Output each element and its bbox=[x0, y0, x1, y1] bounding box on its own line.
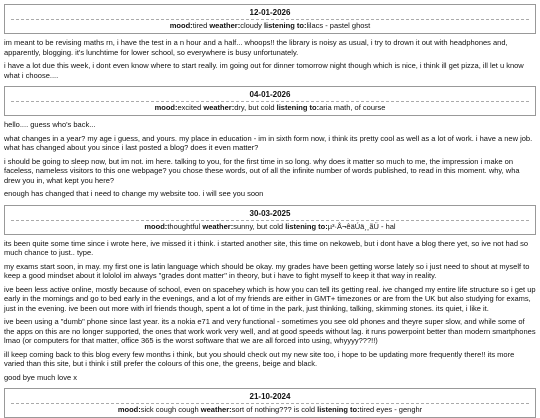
post-paragraph: good bye much love x bbox=[4, 372, 77, 382]
weather-value: cloudy bbox=[240, 21, 262, 30]
blog-post bbox=[4, 388, 536, 418]
post-date: 21-10-2024 bbox=[249, 392, 291, 401]
post-body bbox=[4, 38, 536, 80]
post-meta bbox=[11, 101, 529, 113]
post-paragraph: what changes in a year? my age i guess, and yours. my place in education - im in sixth form now, i think its pretty cool as well as a lot of work. i have a new job. what has changed about you since i last posted a blog? does it even matter? bbox=[4, 133, 533, 152]
blog-post bbox=[4, 86, 536, 199]
post-header bbox=[4, 4, 536, 34]
mood-value: tired bbox=[192, 21, 208, 30]
weather-label: weather: bbox=[202, 221, 234, 231]
weather-value: dry, but cold bbox=[234, 103, 275, 112]
post-paragraph: i have a lot due this week, i dont even know where to start really. im going out for dinner tomorrow night though which is nice, i think ill get pizza, ill let u know what i choose.... bbox=[4, 61, 524, 80]
post-meta bbox=[11, 19, 529, 31]
post-date: 04-01-2026 bbox=[249, 90, 291, 99]
post-paragraph: i should be going to sleep now, but im not. im here. talking to you, for the first time in so long. why does it matter so much to me, the impression i make on faceless, nameless visitors to this one webpage? you chose these words, out of all the infinite number of words published, to read in this moment. why, wha drew you in, what kept you here? bbox=[4, 156, 520, 185]
mood-label: mood: bbox=[144, 221, 168, 231]
weather-label: weather: bbox=[203, 103, 235, 112]
post-paragraph: ive been using a "dumb" phone since last year. its a nokia e71 and very functional - sometimes you see old phones and theyre super slow, and while some of the apps on this are no longer supported, the ones that work work very well, and at good speeds without lag. it runs powerpoint better than modern smartphones lmao (or computers for that matter, office 365 is the worst software that we are all forced into using, whyyyy???!!) bbox=[4, 317, 536, 345]
weather-value: sort of nothing??? is cold bbox=[231, 405, 316, 414]
listening-label: listening to: bbox=[263, 21, 307, 30]
post-body bbox=[4, 239, 536, 383]
listening-label: listening to: bbox=[285, 221, 328, 231]
listening-label: listening to: bbox=[276, 103, 320, 112]
post-header bbox=[4, 388, 536, 418]
listening-value: lilacs - pastel ghost bbox=[306, 21, 371, 30]
post-paragraph: im meant to be revising maths rn, i have the test in a n hour and a half... whoops!! the library is noisy as usual, i try to drown it out with headphones and, apparently, blogging. it's lunchtime for lower school, so everywhere is busy unfortunately. bbox=[4, 38, 508, 57]
mood-value: thoughtful bbox=[167, 221, 201, 231]
post-header bbox=[4, 86, 536, 116]
post-meta bbox=[11, 220, 529, 232]
post-paragraph: ill keep coming back to this blog every few months i think, but you should check out my new site too, i hope to be updating more frequently there!! its more varied than this site, but i think i still prefer the colours of this one, the greens, beige and black. bbox=[4, 349, 515, 368]
mood-label: mood: bbox=[169, 21, 193, 30]
mood-value: sick cough cough bbox=[140, 405, 199, 414]
mood-label: mood: bbox=[154, 103, 178, 112]
listening-value: aria math, of course bbox=[319, 103, 386, 112]
listening-value: tired eyes - genghr bbox=[359, 405, 423, 414]
post-paragraph: enough has changed that i need to change my website too. i will see you soon bbox=[4, 189, 264, 198]
weather-label: weather: bbox=[200, 405, 232, 414]
listening-label: listening to: bbox=[317, 405, 360, 414]
mood-label: mood: bbox=[117, 405, 141, 414]
post-date: 12-01-2026 bbox=[249, 8, 291, 17]
post-paragraph: hello.... guess who's back... bbox=[4, 120, 96, 129]
post-paragraph: its been quite some time since i wrote here, ive missed it i think. i started another site, this time on nekoweb, but i dont have a blog there yet, so ive not had so much chance to just.. type. bbox=[4, 238, 529, 257]
weather-value: sunny, but cold bbox=[233, 221, 284, 231]
post-date: 30-03-2025 bbox=[249, 208, 291, 218]
weather-label: weather: bbox=[209, 21, 241, 30]
listening-value: µ³·Å¬êäÚä¸¸ãÜ - hal bbox=[327, 221, 396, 231]
post-paragraph: my exams start soon, in may. my first one is latin language which should be okay. my grades have been getting worse lately so i just need to shout at myself to keep a good mindset about it lololol im always "grades dont matter" in theory, but i have to fight myself to keep it that way in reality. bbox=[4, 261, 530, 280]
post-paragraph: ive been less active online, mostly because of school, even on spacehey which is how you can tell its getting real. ive changed my entire life structure so i get up early in the mornings and go to bed early in the evenings, and a lot of my friends are either in GMT+ timezones or are from the UK but also studying for exams, just in the evening. ive been out more with irl friends though, spent a lot of time in the park, just thinking, talking, skimming stones. its quiet, i like it. bbox=[4, 284, 536, 313]
mood-value: excited bbox=[177, 103, 202, 112]
blog-post bbox=[4, 205, 536, 383]
blog-post bbox=[4, 4, 536, 80]
post-body bbox=[4, 120, 536, 199]
post-header bbox=[4, 205, 536, 235]
